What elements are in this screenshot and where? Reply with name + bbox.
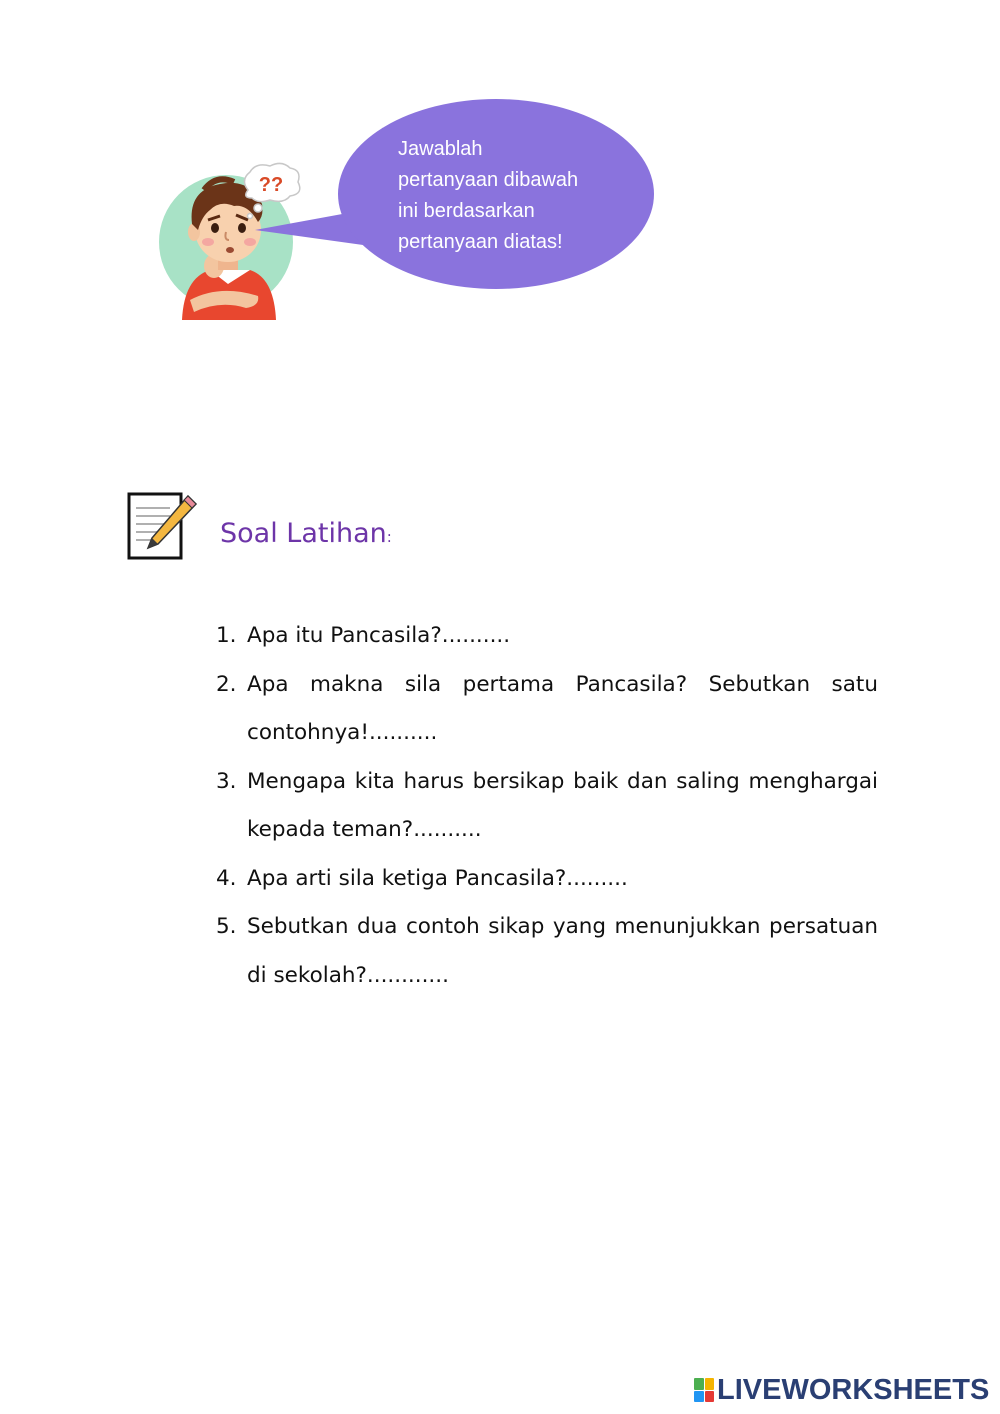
question-number: 2. xyxy=(216,671,237,697)
speech-line: pertanyaan diatas! xyxy=(398,231,563,253)
exercise-heading-colon: : xyxy=(386,528,392,546)
question-text: Mengapa kita harus bersikap baik dan saling menghargai kepada teman?.......... xyxy=(247,768,878,842)
liveworksheets-logo[interactable] xyxy=(694,1374,989,1406)
question-list xyxy=(216,612,878,1000)
question-text: Apa arti sila ketiga Pancasila?......... xyxy=(247,865,628,891)
notepad-pencil-icon xyxy=(126,490,200,564)
exercise-heading xyxy=(220,518,392,549)
logo-text: LIVEWORKSHEETS xyxy=(717,1373,990,1406)
question-item xyxy=(216,855,878,904)
question-text: Apa itu Pancasila?.......... xyxy=(247,623,511,648)
question-text: Apa makna sila pertama Pancasila? Sebutkan satu contohnya!.......... xyxy=(247,671,878,745)
speech-line: pertanyaan dibawah xyxy=(398,169,579,191)
question-item xyxy=(216,758,878,855)
speech-bubble-text xyxy=(398,134,628,258)
question-text: Sebutkan dua contoh sikap yang menunjukkan persatuan di sekolah?............ xyxy=(247,914,878,988)
question-number: 5. xyxy=(216,914,237,939)
speech-line: Jawablah xyxy=(398,138,483,160)
question-number: 1. xyxy=(216,623,237,648)
question-item xyxy=(216,612,878,661)
question-marks: ?? xyxy=(258,174,284,196)
speech-line: ini berdasarkan xyxy=(398,200,535,222)
question-number: 3. xyxy=(216,768,237,794)
question-item xyxy=(216,903,878,1000)
logo-mark-icon xyxy=(694,1378,714,1402)
question-number: 4. xyxy=(216,865,237,891)
question-item xyxy=(216,661,878,758)
exercise-heading-text: Soal Latihan xyxy=(220,518,387,549)
